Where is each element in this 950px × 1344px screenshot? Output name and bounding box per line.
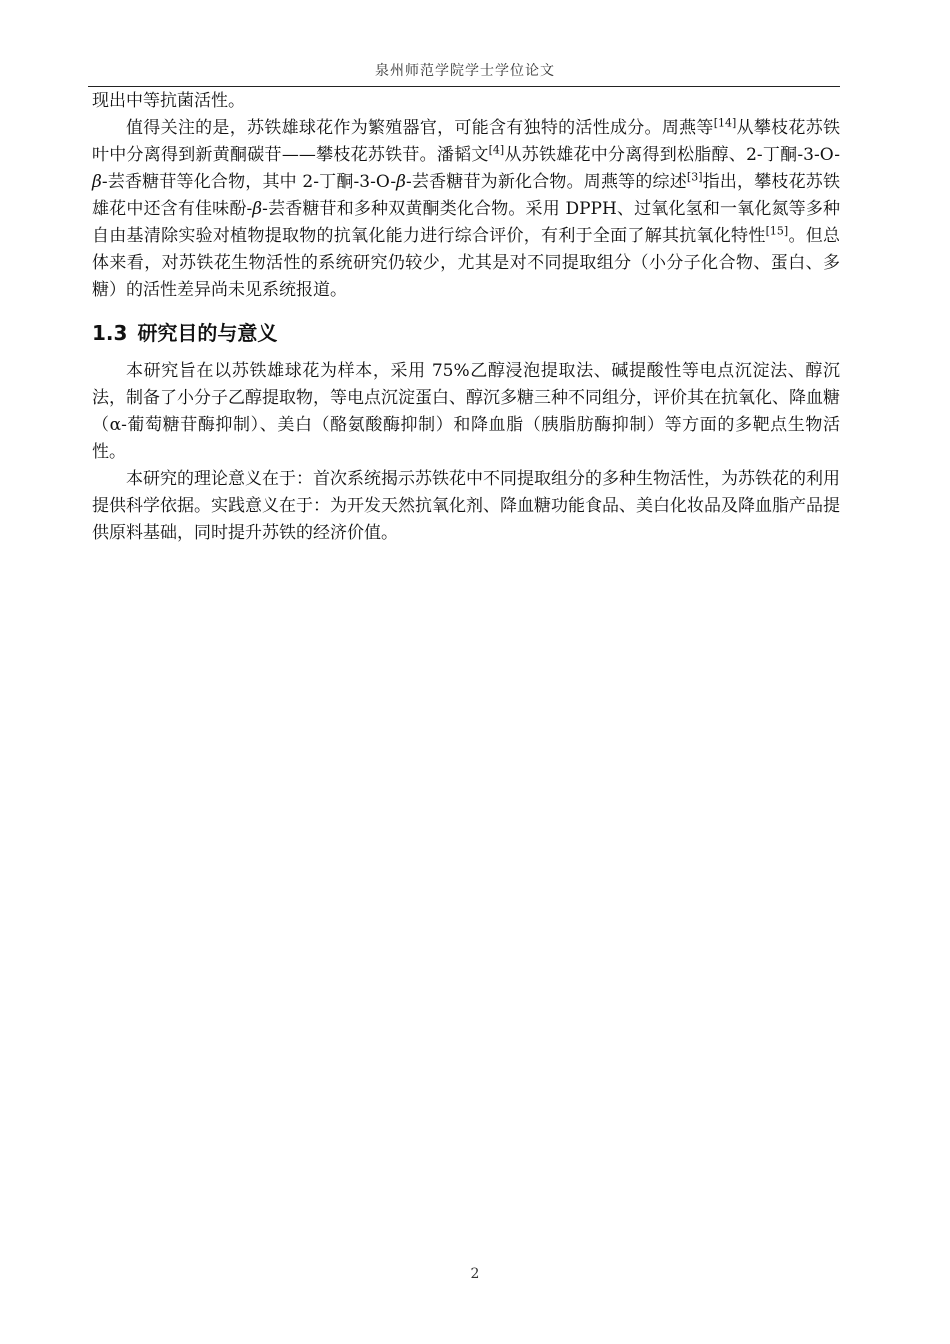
text-span: 值得关注的是，苏铁雄球花作为繁殖器官，可能含有独特的活性成分。周燕等 — [126, 118, 714, 138]
paragraph-research-aim: 本研究旨在以苏铁雄球花为样本，采用 75%乙醇浸泡提取法、碱提酸性等电点沉淀法、醇沉法，制备了小分子乙醇提取物，等电点沉淀蛋白、醇沉多糖三种不同组分，评价其在抗氧化、降血糖（α-葡萄糖苷酶抑制）、美白（酪氨酸酶抑制）和降血脂（胰脂肪酶抑制）等方面的多靶点生物活性。 — [92, 361, 840, 462]
text-span: 。但总体来看，对苏铁花生物活性的系统研究仍较少，尤其是对不同提取组分（小分子化合物、蛋白、多糖）的活性差异尚未见系统报道。 — [92, 226, 841, 300]
section-heading — [92, 318, 840, 348]
page-number: 2 — [470, 1266, 480, 1282]
section-number: 1.3 — [92, 321, 128, 345]
text-span: -芸香糖苷等化合物，其中 2-丁酮-3-O- — [101, 172, 397, 192]
citation-4: [4] — [488, 143, 505, 157]
header-rule — [88, 86, 840, 87]
citation-15: [15] — [765, 224, 789, 238]
beta-symbol: β — [396, 172, 406, 192]
paragraph-active-compounds — [92, 115, 840, 304]
beta-symbol: β — [252, 199, 263, 219]
body-text — [92, 88, 840, 547]
running-header: 泉州师范学院学士学位论文 — [375, 63, 555, 79]
text-span: -芸香糖苷为新化合物。周燕等的综述 — [405, 172, 687, 192]
text-span: 从攀枝花苏铁叶中分离得到新黄酮碳苷——攀枝花苏铁苷。潘韬文 — [92, 118, 841, 165]
paragraph-significance: 本研究的理论意义在于：首次系统揭示苏铁花中不同提取组分的多种生物活性，为苏铁花的利用提供科学依据。实践意义在于：为开发天然抗氧化剂、降血糖功能食品、美白化妆品及降血脂产品提供原料基础，同时提升苏铁的经济价值。 — [92, 469, 840, 543]
text-span: 指出，攀枝花苏铁雄花中还含有佳味酚- — [92, 172, 840, 219]
beta-symbol: β — [92, 172, 102, 192]
citation-14: [14] — [713, 116, 737, 130]
text-span: -芸香糖苷和多种双黄酮类化合物。采用 DPPH、过氧化氢和一氧化氮等多种自由基清除实验对植物提取物的抗氧化能力进行综合评价，有利于全面了解其抗氧化特性 — [92, 199, 841, 246]
text-span: 从苏铁雄花中分离得到松脂醇、2-丁酮-3-O- — [504, 145, 841, 165]
paragraph-continuation: 现出中等抗菌活性。 — [92, 91, 245, 111]
section-title: 研究目的与意义 — [137, 321, 278, 345]
citation-3: [3] — [686, 170, 703, 184]
